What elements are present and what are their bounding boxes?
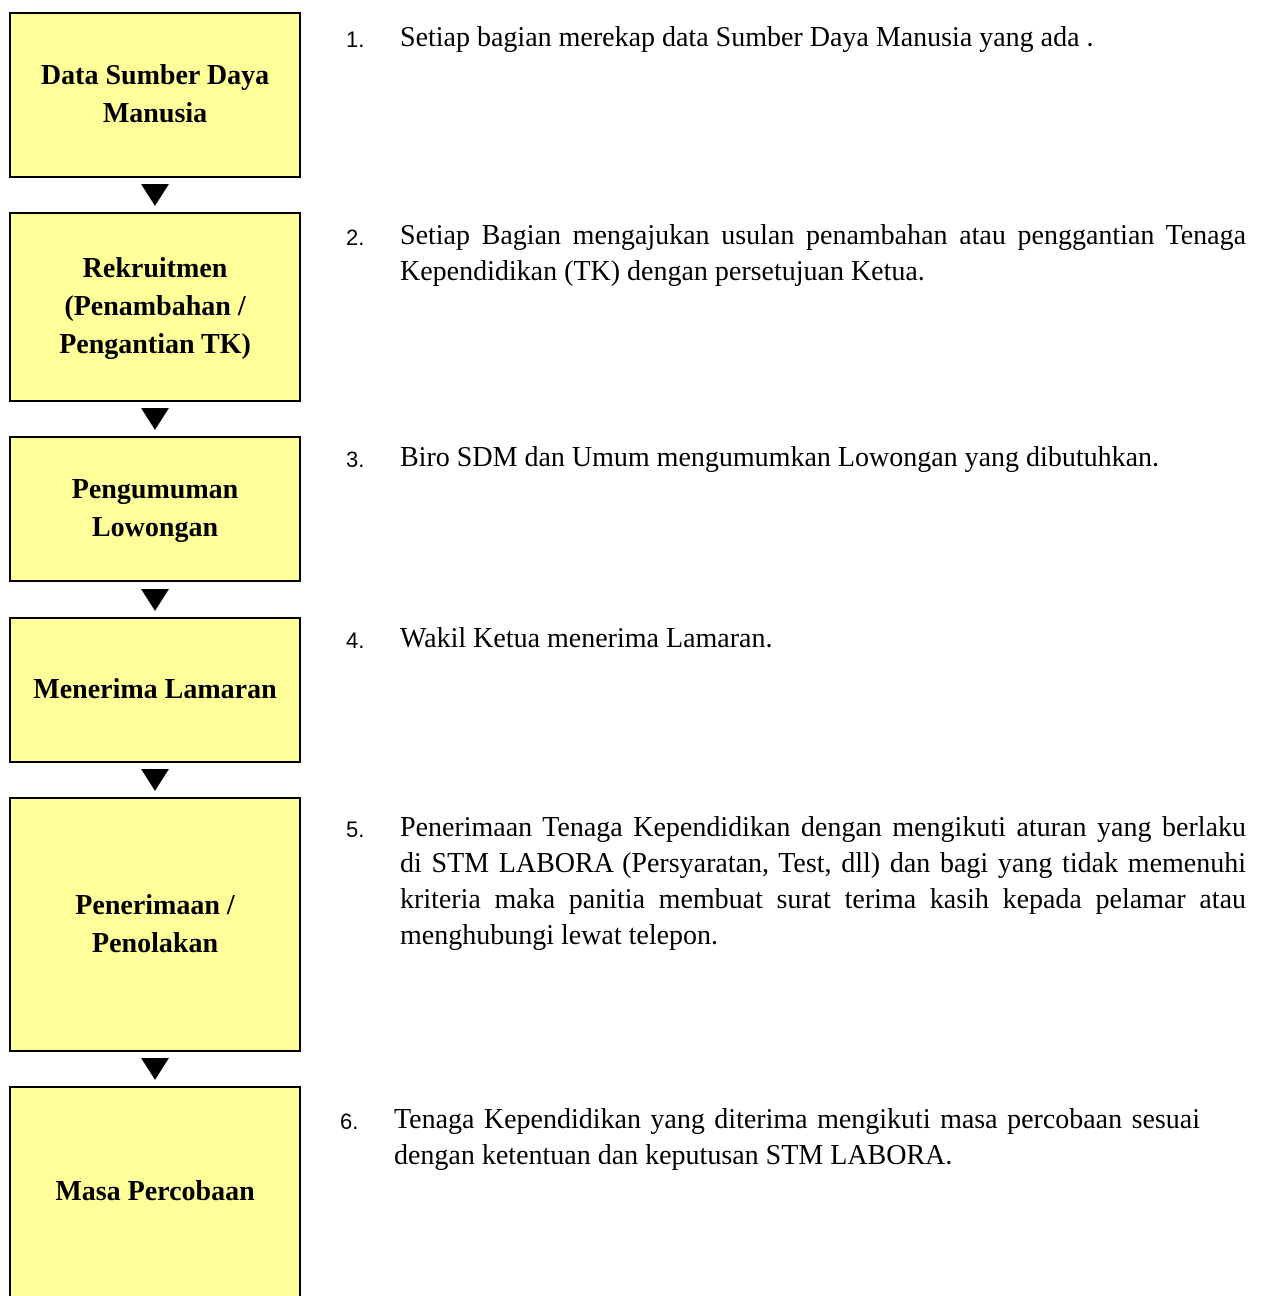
flow-box-label: Data Sumber Daya Manusia [40, 60, 270, 129]
step-description-1 [346, 20, 1246, 58]
flow-box-label: Pengumuman Lowongan [71, 474, 239, 543]
down-arrow-icon [141, 184, 169, 206]
step-text: Setiap bagian merekap data Sumber Daya Manusia yang ada . [400, 22, 1094, 53]
step-description-2 [346, 218, 1246, 290]
flow-box-pengumuman-lowongan [9, 436, 301, 582]
down-arrow-icon [141, 1058, 169, 1080]
flow-box-menerima-lamaran [9, 617, 301, 763]
down-arrow-icon [141, 769, 169, 791]
step-number: 5. [346, 817, 365, 842]
flow-box-penerimaan-penolakan [9, 797, 301, 1052]
step-number: 6. [340, 1109, 359, 1134]
flow-box-label: Penerimaan / Penolakan [75, 889, 235, 959]
flow-box-label: Masa Percobaan [55, 1176, 255, 1207]
step-text: Setiap Bagian mengajukan usulan penambahan atau penggantian Tenaga Kependidikan (TK) dengan persetujuan Ketua. [400, 220, 1246, 287]
flow-box-masa-percobaan [9, 1086, 301, 1296]
step-description-4 [346, 621, 1246, 659]
flow-box-label: Menerima Lamaran [33, 674, 277, 705]
flow-box-rekruitmen [9, 212, 301, 402]
step-text: Biro SDM dan Umum mengumumkan Lowongan yang dibutuhkan. [400, 442, 1160, 473]
step-text: Penerimaan Tenaga Kependidikan dengan mengikuti aturan yang berlaku di STM LABORA (Persyaratan, Test, dll) dan bagi yang tidak memenuhi kriteria maka panitia membuat surat terima kasih kepada pelamar atau menghubungi lewat telepon. [400, 812, 1246, 951]
down-arrow-icon [141, 589, 169, 611]
step-text: Tenaga Kependidikan yang diterima mengikuti masa percobaan sesuai dengan ketentuan dan keputusan STM LABORA. [394, 1104, 1200, 1171]
step-text: Wakil Ketua menerima Lamaran. [400, 623, 773, 654]
flow-box-label: Rekruitmen (Penambahan / Pengantian TK) [59, 253, 251, 360]
step-number: 1. [346, 27, 365, 52]
flow-box-data-sdm [9, 12, 301, 178]
step-description-5 [346, 810, 1246, 954]
step-number: 4. [346, 628, 365, 653]
step-description-6 [340, 1102, 1200, 1174]
step-number: 2. [346, 225, 365, 250]
down-arrow-icon [141, 408, 169, 430]
step-description-3 [346, 440, 1246, 478]
step-number: 3. [346, 447, 365, 472]
